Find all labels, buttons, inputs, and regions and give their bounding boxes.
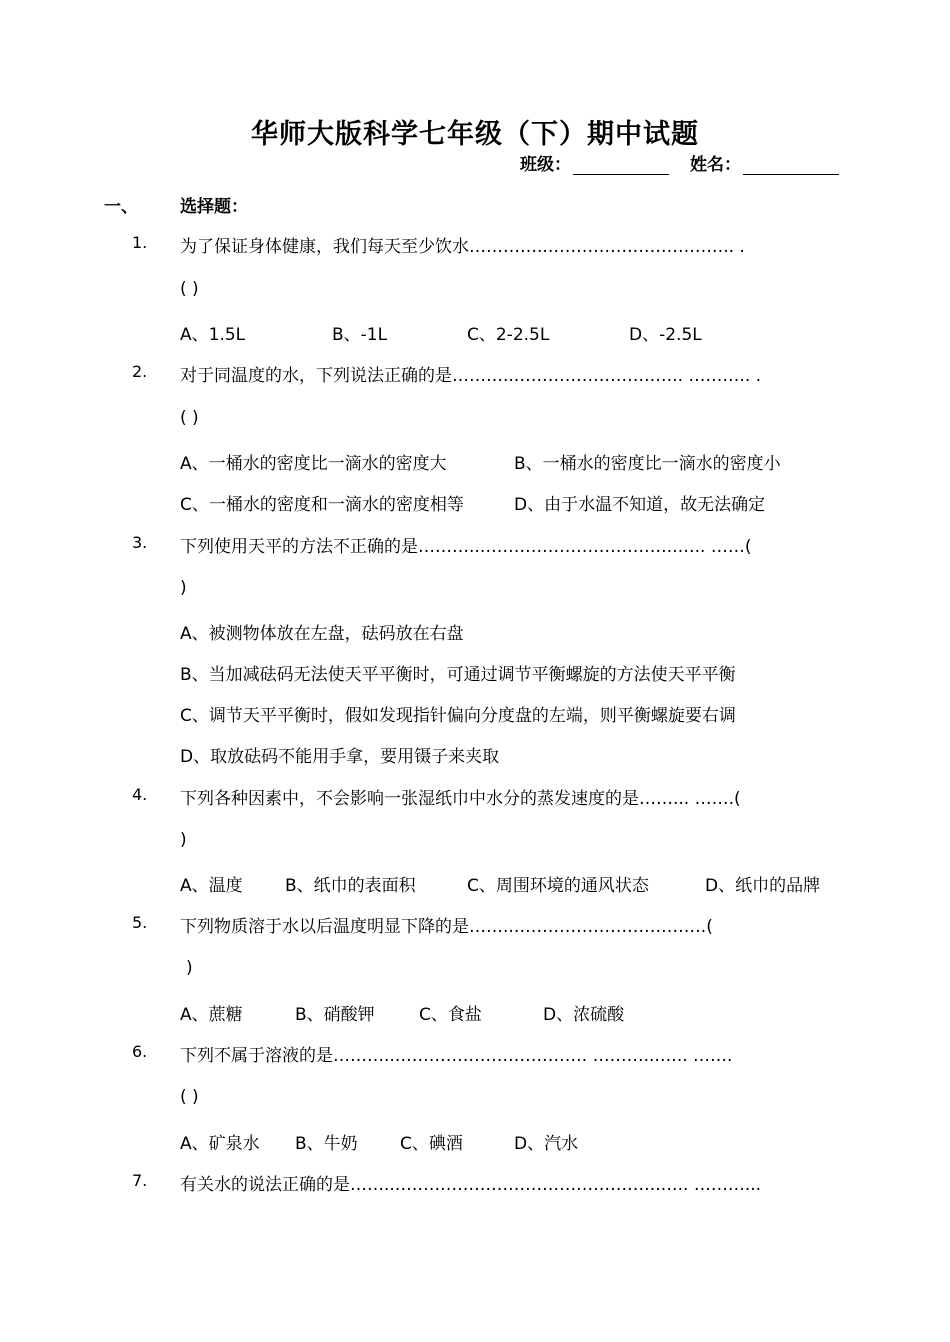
answer-bracket: ) bbox=[180, 830, 187, 850]
option-d: D、浓硫酸 bbox=[543, 1005, 625, 1025]
option-c: C、食盐 bbox=[419, 1005, 482, 1025]
question-stem: 下列使用天平的方法不正确的是………..……………………………..….. ……( bbox=[180, 537, 752, 557]
class-blank bbox=[573, 156, 669, 175]
option-b: B、硝酸钾 bbox=[295, 1005, 375, 1025]
class-label: 班级： bbox=[520, 155, 571, 175]
option-d: D、由于水温不知道，故无法确定 bbox=[514, 495, 766, 515]
question-stem: 为了保证身体健康，我们每天至少饮水…………..…………….…………….. . bbox=[180, 237, 745, 257]
option-a: A、温度 bbox=[180, 876, 243, 896]
page-title: 华师大版科学七年级（下）期中试题 bbox=[251, 119, 699, 150]
option-d: D、纸巾的品牌 bbox=[705, 876, 821, 896]
option-a: A、1.5L bbox=[180, 325, 246, 345]
option-b: B、一桶水的密度比一滴水的密度小 bbox=[514, 454, 781, 474]
option-c: C、2-2.5L bbox=[467, 325, 550, 345]
question-number: 5. bbox=[132, 913, 148, 932]
question-stem: 有关水的说法正确的是……..………………………………………..….. ………... bbox=[180, 1175, 762, 1195]
option-a: A、蔗糖 bbox=[180, 1005, 243, 1025]
option-b: B、牛奶 bbox=[295, 1134, 358, 1154]
answer-bracket: ( ) bbox=[180, 408, 199, 428]
question-number: 4. bbox=[132, 785, 148, 804]
question-stem: 下列各种因素中，不会影响一张湿纸巾中水分的蒸发速度的是……... …….( bbox=[180, 789, 741, 809]
answer-bracket: ( ) bbox=[180, 279, 199, 299]
option-b: B、当加减砝码无法使天平平衡时，可通过调节平衡螺旋的方法使天平平衡 bbox=[180, 665, 736, 685]
option-c: C、碘酒 bbox=[400, 1134, 463, 1154]
answer-bracket: ) bbox=[186, 958, 193, 978]
option-b: B、-1L bbox=[332, 325, 388, 345]
name-blank bbox=[743, 156, 839, 175]
option-c: C、调节天平平衡时，假如发现指针偏向分度盘的左端，则平衡螺旋要右调 bbox=[180, 706, 736, 726]
question-number: 3. bbox=[132, 533, 148, 552]
question-number: 1. bbox=[132, 233, 148, 252]
option-a: A、矿泉水 bbox=[180, 1134, 260, 1154]
option-c: C、周围环境的通风状态 bbox=[467, 876, 649, 896]
answer-bracket: ) bbox=[180, 578, 187, 598]
question-stem: 对于同温度的水，下列说法正确的是………..…………………….….. ……….. . bbox=[180, 366, 762, 386]
class-field bbox=[520, 150, 669, 175]
name-field bbox=[690, 150, 839, 175]
option-c: C、一桶水的密度和一滴水的密度相等 bbox=[180, 495, 464, 515]
question-number: 6. bbox=[132, 1042, 148, 1061]
section-number: 一、 bbox=[104, 197, 138, 217]
option-a: A、被测物体放在左盘，砝码放在右盘 bbox=[180, 624, 464, 644]
option-a: A、一桶水的密度比一滴水的密度大 bbox=[180, 454, 447, 474]
section-title: 选择题： bbox=[180, 197, 248, 217]
option-b: B、纸巾的表面积 bbox=[285, 876, 416, 896]
question-stem: 下列不属于溶液的是………..……………………………. ………...….. ……. bbox=[180, 1046, 733, 1066]
question-number: 2. bbox=[132, 362, 148, 381]
question-stem: 下列物质溶于水以后温度明显下降的是……..…………………………….( bbox=[180, 917, 713, 937]
answer-bracket: ( ) bbox=[180, 1087, 199, 1107]
name-label: 姓名： bbox=[690, 155, 741, 175]
question-number: 7. bbox=[132, 1171, 148, 1190]
option-d: D、-2.5L bbox=[629, 325, 702, 345]
option-d: D、取放砝码不能用手拿，要用镊子来夹取 bbox=[180, 747, 500, 767]
option-d: D、汽水 bbox=[514, 1134, 579, 1154]
